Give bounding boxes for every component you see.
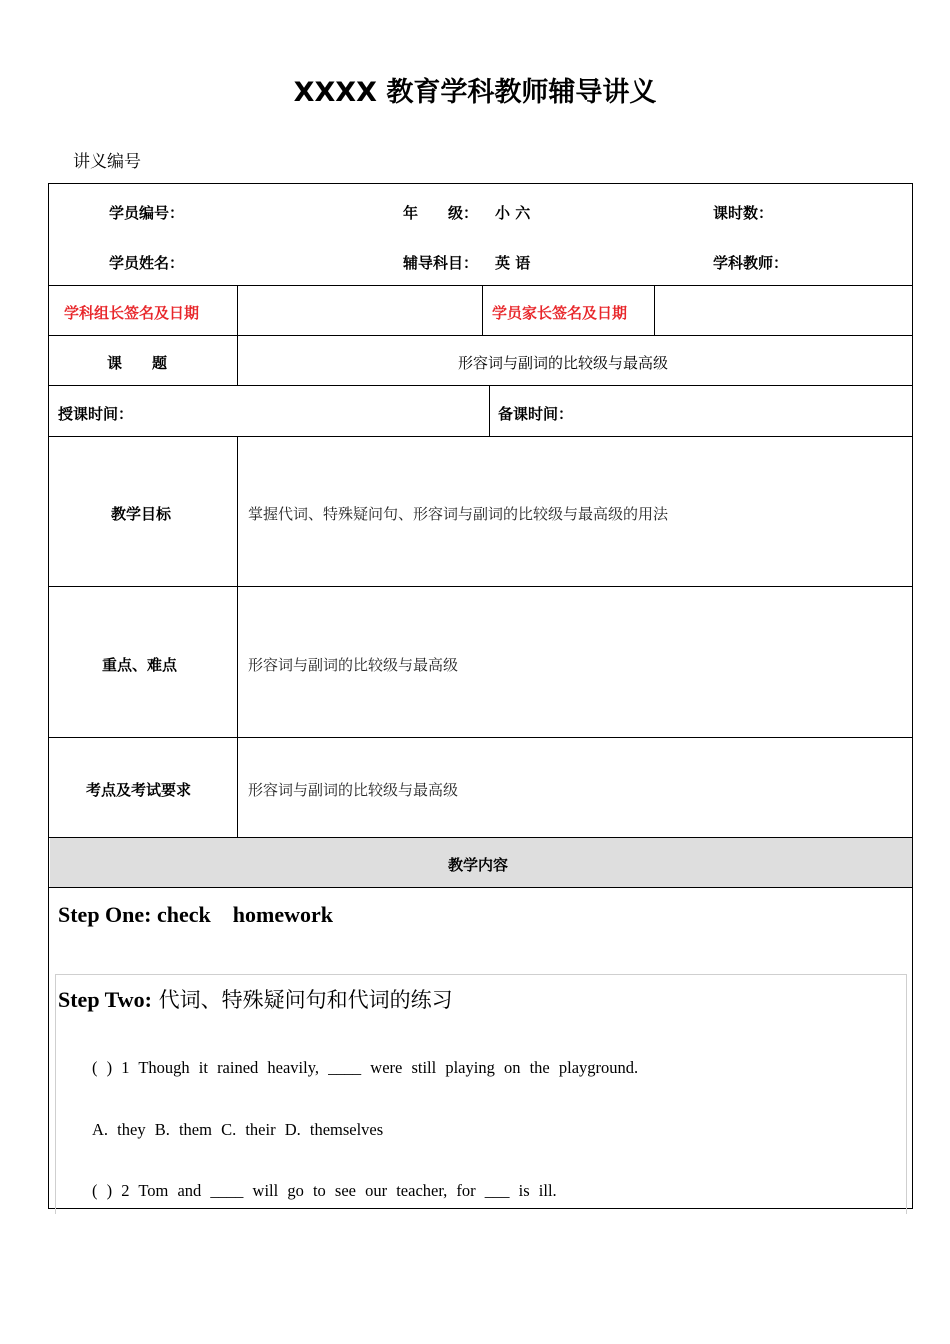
row-divider <box>49 887 912 888</box>
col-divider <box>237 436 238 837</box>
col-divider <box>489 385 490 436</box>
exam-label: 考点及考试要求 <box>86 781 192 799</box>
student-id-label: 学员编号： <box>109 204 185 222</box>
handout-number-label: 讲义编号 <box>73 152 141 172</box>
row-divider <box>49 285 912 286</box>
student-name-label: 学员姓名： <box>109 254 185 272</box>
row-divider <box>49 385 912 386</box>
key-points-label: 重点、难点 <box>102 656 178 674</box>
col-divider <box>237 285 238 385</box>
grade-label: 年 级： <box>403 204 479 222</box>
teaching-time-label: 授课时间： <box>58 405 134 423</box>
exam-value: 形容词与副词的比较级与最高级 <box>248 781 459 799</box>
question-1: ( ) 1 Though it rained heavily, ____ were still playing on the playground. <box>92 1058 639 1077</box>
prep-time-label: 备课时间： <box>498 405 574 423</box>
step-two-heading <box>58 984 453 1014</box>
row-divider <box>49 737 912 738</box>
subject-label: 辅导科目： <box>403 254 479 272</box>
key-points-value: 形容词与副词的比较级与最高级 <box>248 656 459 674</box>
parent-signature-label: 学员家长签名及日期 <box>492 304 628 322</box>
question-1-options: A. they B. them C. their D. themselves <box>92 1120 384 1139</box>
grade-value: 小 六 <box>495 204 531 222</box>
content-header: 教学内容 <box>448 856 509 874</box>
topic-value: 形容词与副词的比较级与最高级 <box>458 354 669 372</box>
step-one-heading: Step One: check homework <box>58 902 333 927</box>
handout-table <box>48 183 913 1209</box>
question-2: ( ) 2 Tom and ____ will go to see our teacher, for ___ is ill. <box>92 1181 557 1200</box>
row-divider <box>49 586 912 587</box>
topic-label: 课 题 <box>107 354 168 372</box>
group-leader-signature-label: 学科组长签名及日期 <box>64 304 200 322</box>
step-two-en: Step Two: <box>58 987 152 1012</box>
document-title: XXXX 教育学科教师辅导讲义 <box>293 77 657 108</box>
col-divider <box>482 285 483 335</box>
step-two-zh: 代词、特殊疑问句和代词的练习 <box>158 988 453 1012</box>
subject-value: 英 语 <box>495 254 531 272</box>
class-hours-label: 课时数： <box>713 204 774 222</box>
col-divider <box>654 285 655 335</box>
row-divider <box>49 436 912 437</box>
objectives-label: 教学目标 <box>111 505 172 523</box>
teacher-label: 学科教师： <box>713 254 789 272</box>
objectives-value: 掌握代词、特殊疑问句、形容词与副词的比较级与最高级的用法 <box>248 505 669 523</box>
row-divider <box>49 335 912 336</box>
